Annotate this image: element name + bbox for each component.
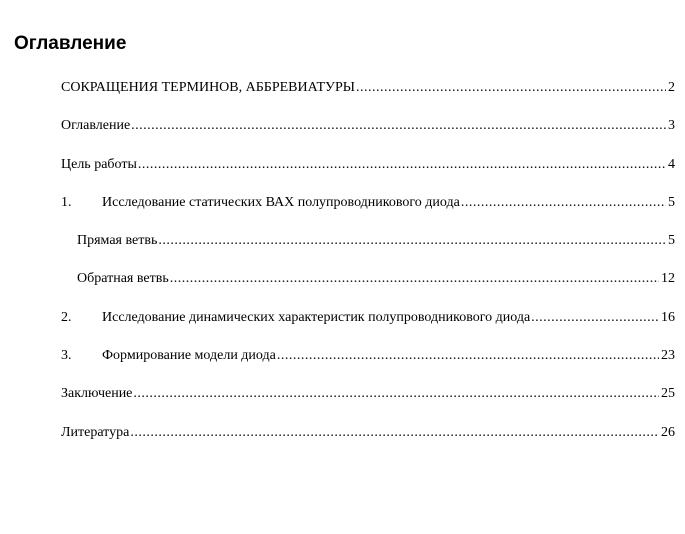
toc-entry-literature[interactable] xyxy=(61,423,675,442)
toc-page-number: 16 xyxy=(661,309,675,325)
toc-entry-title: Оглавление xyxy=(61,118,131,134)
toc-page-number: 23 xyxy=(661,348,675,364)
toc-entry-reverse-branch[interactable] xyxy=(61,269,675,288)
toc-page-number: 2 xyxy=(668,80,675,95)
toc-dot-leader xyxy=(130,423,659,442)
toc-dot-leader xyxy=(461,193,666,212)
toc-entry-section-1[interactable] xyxy=(61,193,675,212)
toc-entry-forward-branch[interactable] xyxy=(61,231,675,250)
toc-entry-title: Формирование модели диода xyxy=(102,348,276,364)
page-title: Оглавление xyxy=(14,33,127,54)
toc-section-number: 2. xyxy=(61,309,72,325)
toc-page-number: 3 xyxy=(668,118,675,134)
toc-dot-leader xyxy=(158,231,666,250)
toc-dot-leader xyxy=(170,269,659,288)
toc-page-number: 12 xyxy=(661,271,675,287)
toc-page-number: 5 xyxy=(668,233,675,249)
toc-page-number: 4 xyxy=(668,156,675,172)
toc-entry-section-3[interactable] xyxy=(61,346,675,365)
toc-dot-leader xyxy=(131,116,666,135)
toc-entry-goal[interactable] xyxy=(61,155,675,174)
toc-page-number: 5 xyxy=(668,194,675,210)
toc-entry-conclusion[interactable] xyxy=(61,384,675,403)
toc-entry-title: Обратная ветвь xyxy=(77,271,169,287)
table-of-contents xyxy=(61,78,675,461)
toc-entry-title: СОКРАЩЕНИЯ ТЕРМИНОВ, АББРЕВИАТУРЫ xyxy=(61,80,355,95)
toc-dot-leader xyxy=(277,346,659,365)
toc-dot-leader xyxy=(138,155,666,174)
toc-entry-title: Заключение xyxy=(61,386,133,402)
toc-section-number: 3. xyxy=(61,348,72,364)
toc-page-number: 25 xyxy=(661,386,675,402)
toc-entry-title: Литература xyxy=(61,424,130,440)
toc-entry-title: Исследование динамических характеристик полупроводникового диода xyxy=(102,309,531,325)
toc-entry-contents[interactable] xyxy=(61,116,675,135)
toc-dot-leader xyxy=(531,308,659,327)
toc-entry-section-2[interactable] xyxy=(61,308,675,327)
toc-page-number: 26 xyxy=(661,424,675,440)
toc-entry-abbreviations[interactable] xyxy=(61,78,675,97)
toc-section-number: 1. xyxy=(61,194,72,210)
toc-dot-leader xyxy=(133,384,659,403)
toc-entry-title: Исследование статических ВАХ полупроводникового диода xyxy=(102,194,460,210)
toc-dot-leader xyxy=(356,78,666,97)
toc-entry-title: Цель работы xyxy=(61,156,137,172)
toc-entry-title: Прямая ветвь xyxy=(77,233,158,249)
